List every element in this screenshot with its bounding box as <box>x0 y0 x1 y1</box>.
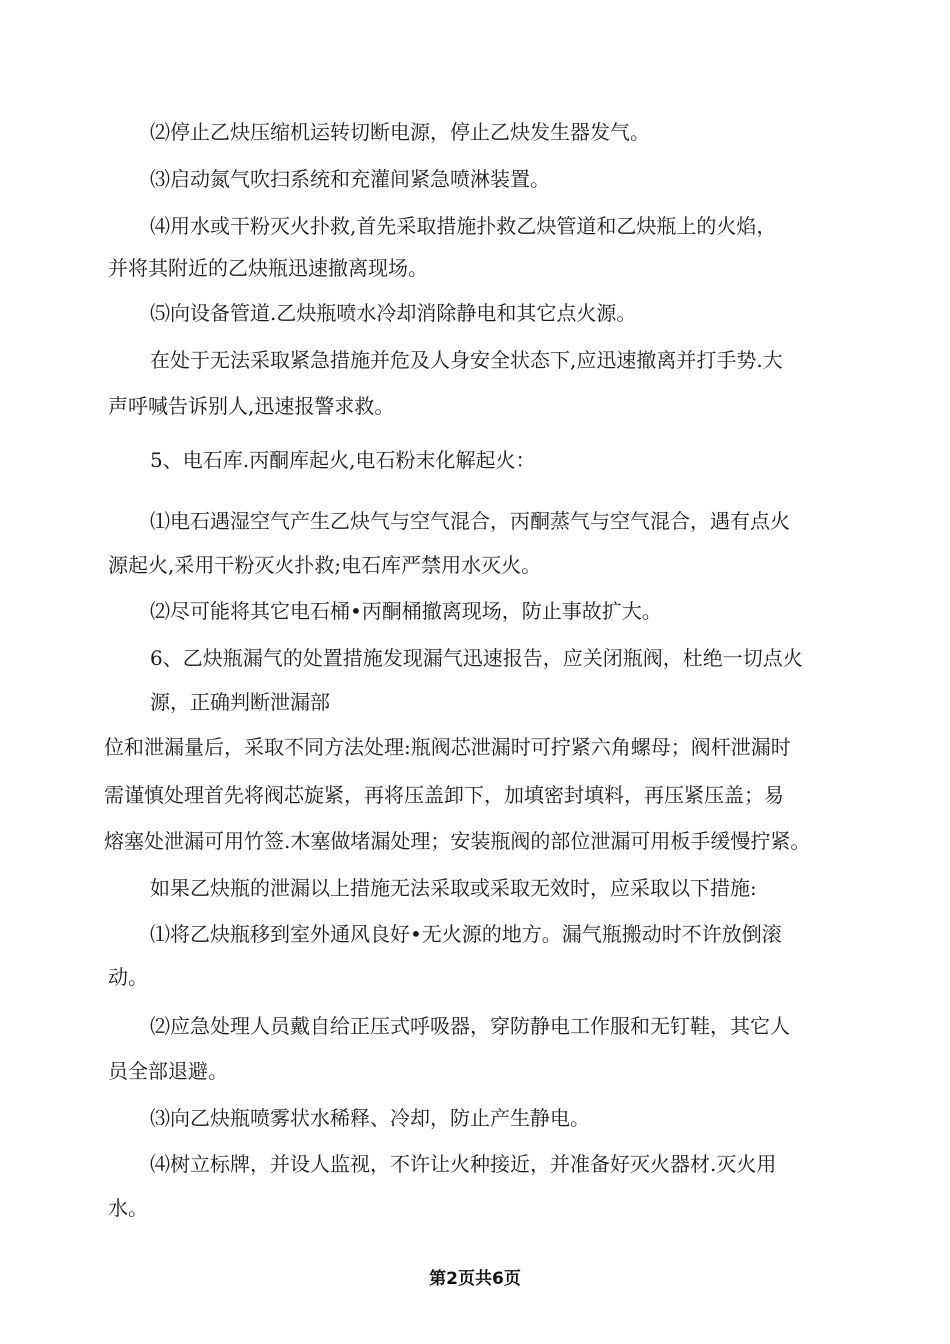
paragraph-line: 并将其附近的乙炔瓶迅速撤离现场。 <box>108 256 428 280</box>
paragraph-line: ⑶启动氮气吹扫系统和充灌间紧急喷淋装置。 <box>150 167 550 191</box>
paragraph-line: 位和泄漏量后，采取不同方法处理:瓶阀芯泄漏时可拧紧六角螺母；阀杆泄漏时 <box>104 735 791 759</box>
section-heading: 5、电石库.丙酮库起火,电石粉末化解起火： <box>150 448 536 472</box>
paragraph-line: ⑷用水或干粉灭火扑救,首先采取措施扑救乙炔管道和乙炔瓶上的火焰， <box>150 214 777 238</box>
paragraph-line: ⑶向乙炔瓶喷雾状水稀释、冷却，防止产生静电。 <box>150 1106 590 1130</box>
paragraph-line: 声呼喊告诉别人,迅速报警求救。 <box>108 394 395 418</box>
paragraph-line: ⑴将乙炔瓶移到室外通风良好•无火源的地方。漏气瓶搬动时不许放倒滚 <box>150 922 782 946</box>
paragraph-line: ⑵应急处理人员戴自给正压式呼吸器，穿防静电工作服和无钉鞋，其它人 <box>150 1014 790 1038</box>
page-number: 第2页共6页 <box>429 1269 521 1289</box>
paragraph-line: ⑵停止乙炔压缩机运转切断电源，停止乙炔发生器发气。 <box>150 120 650 144</box>
paragraph-line: 熔塞处泄漏可用竹签.木塞做堵漏处理；安装瓶阀的部位泄漏可用板手缓慢拧紧。 <box>104 829 811 853</box>
paragraph-line: ⑸向设备管道.乙炔瓶喷水冷却消除静电和其它点火源。 <box>150 301 637 325</box>
paragraph-line: 在处于无法采取紧急措施并危及人身安全状态下,应迅速撤离并打手势.大 <box>150 348 783 372</box>
paragraph-line: 水。 <box>108 1196 148 1220</box>
paragraph-line: 员全部退避。 <box>108 1059 228 1083</box>
paragraph-line: ⑷树立标牌，并设人监视，不许让火种接近，并准备好灭火器材.灭火用 <box>150 1152 777 1176</box>
section-heading: 6、乙炔瓶漏气的处置措施发现漏气迅速报告，应关闭瓶阀，杜绝一切点火 <box>150 646 803 670</box>
paragraph-line: 动。 <box>108 965 148 989</box>
paragraph-line: ⑴电石遇湿空气产生乙炔气与空气混合，丙酮蒸气与空气混合，遇有点火 <box>150 509 790 533</box>
paragraph-line: 源起火,采用干粉灭火扑救;电石库严禁用水灭火。 <box>108 553 542 577</box>
paragraph-line: 源，正确判断泄漏部 <box>150 690 330 714</box>
paragraph-line: 需谨慎处理首先将阀芯旋紧，再将压盖卸下，加填密封填料，再压紧压盖；易 <box>104 783 784 807</box>
paragraph-line: 如果乙炔瓶的泄漏以上措施无法采取或采取无效时，应采取以下措施: <box>150 876 757 900</box>
paragraph-line: ⑵尽可能将其它电石桶•丙酮桶撤离现场，防止事故扩大。 <box>150 599 662 623</box>
